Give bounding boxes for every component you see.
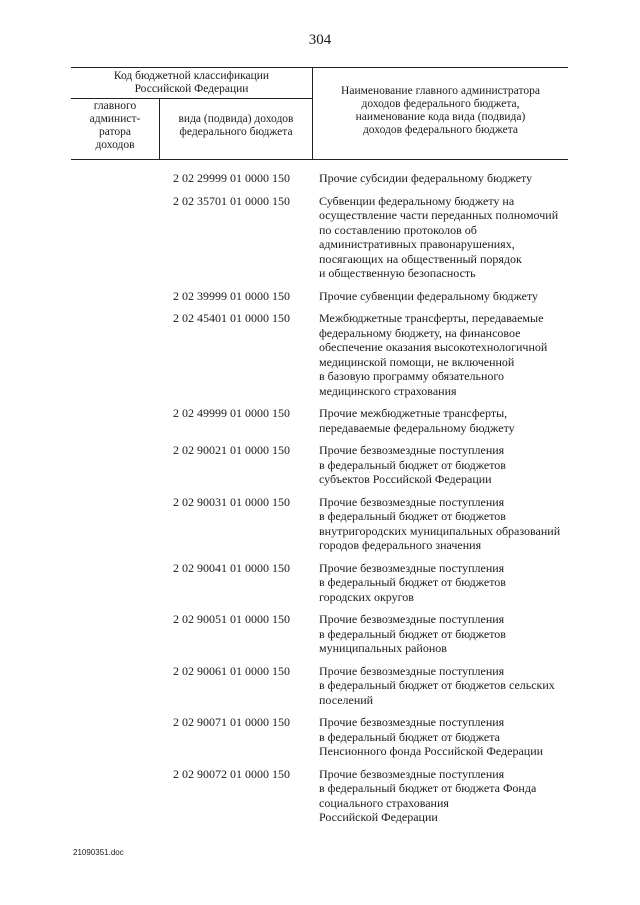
table-row (0, 194, 640, 281)
revenue-name: Прочие безвозмездные поступления в федеральный бюджет от бюджета Фонда социального страхования Российской Федерации (319, 766, 537, 824)
revenue-name: Прочие субвенции федеральному бюджету (319, 288, 539, 303)
revenue-name: Прочие безвозмездные поступления в федеральный бюджет от бюджетов сельских поселений (319, 663, 555, 707)
table-row (0, 311, 640, 398)
table-row (0, 612, 640, 656)
table-header (71, 67, 568, 160)
header-divider (71, 98, 312, 99)
revenue-code: 2 02 90041 01 0000 150 (173, 560, 290, 575)
revenue-code: 2 02 90021 01 0000 150 (173, 443, 290, 457)
revenue-name: Прочие безвозмездные поступления в федеральный бюджет от бюджетов муниципальных районов (319, 612, 506, 655)
page-number: 304 (308, 32, 332, 48)
table-row (0, 664, 640, 708)
revenue-code: 2 02 90072 01 0000 150 (173, 766, 290, 781)
table-row (0, 443, 640, 487)
header-revenue-column: вида (подвида) доходов федерального бюджета (178, 113, 294, 138)
revenue-name: Прочие субсидии федеральному бюджету (319, 171, 533, 185)
revenue-name: Субвенции федеральному бюджету на осуществление части переданных полномочий по составлению протоколов об административных правонарушениях, посягающих на общественный порядок и общественную безопасность (319, 193, 559, 280)
revenue-code: 2 02 35701 01 0000 150 (173, 193, 290, 208)
document-filename: 21090351.doc (73, 848, 124, 857)
header-admin-column: главного админист- ратора доходов (89, 100, 141, 151)
revenue-name: Прочие безвозмездные поступления в федеральный бюджет от бюджетов субъектов Российской Федерации (319, 443, 506, 486)
table-row (0, 406, 640, 435)
revenue-name: Прочие безвозмездные поступления в федеральный бюджет от бюджетов городских округов (319, 560, 506, 604)
header-classification-code: Код бюджетной классификации Российской Федерации (113, 70, 270, 95)
revenue-name: Прочие межбюджетные трансферты, передаваемые федеральному бюджету (319, 406, 515, 435)
revenue-code: 2 02 49999 01 0000 150 (173, 406, 290, 420)
revenue-code: 2 02 90061 01 0000 150 (173, 663, 290, 678)
header-name-column: Наименование главного администратора доходов федерального бюджета, наименование кода вида (подвида) доходов федерального бюджета (341, 85, 540, 136)
table-row (0, 767, 640, 825)
table-row (0, 171, 640, 186)
revenue-code: 2 02 90031 01 0000 150 (173, 494, 290, 509)
table-row (0, 289, 640, 304)
table-row (0, 495, 640, 553)
revenue-code: 2 02 90051 01 0000 150 (173, 612, 290, 626)
table-row (0, 561, 640, 605)
revenue-name: Прочие безвозмездные поступления в федеральный бюджет от бюджета Пенсионного фонда Российской Федерации (319, 715, 544, 758)
revenue-name: Прочие безвозмездные поступления в федеральный бюджет от бюджетов внутригородских муниципальных образований городов федерального значения (319, 494, 561, 552)
revenue-code: 2 02 29999 01 0000 150 (173, 171, 290, 185)
table-body (0, 171, 640, 833)
table-row (0, 715, 640, 759)
revenue-name: Межбюджетные трансферты, передаваемые федеральному бюджету, на финансовое обеспечение оказания высокотехнологичной медицинской помощи, не включенной в базовую программу обязательного медицинского страхования (319, 311, 548, 398)
revenue-code: 2 02 39999 01 0000 150 (173, 288, 290, 303)
revenue-code: 2 02 45401 01 0000 150 (173, 311, 290, 325)
revenue-code: 2 02 90071 01 0000 150 (173, 715, 290, 729)
